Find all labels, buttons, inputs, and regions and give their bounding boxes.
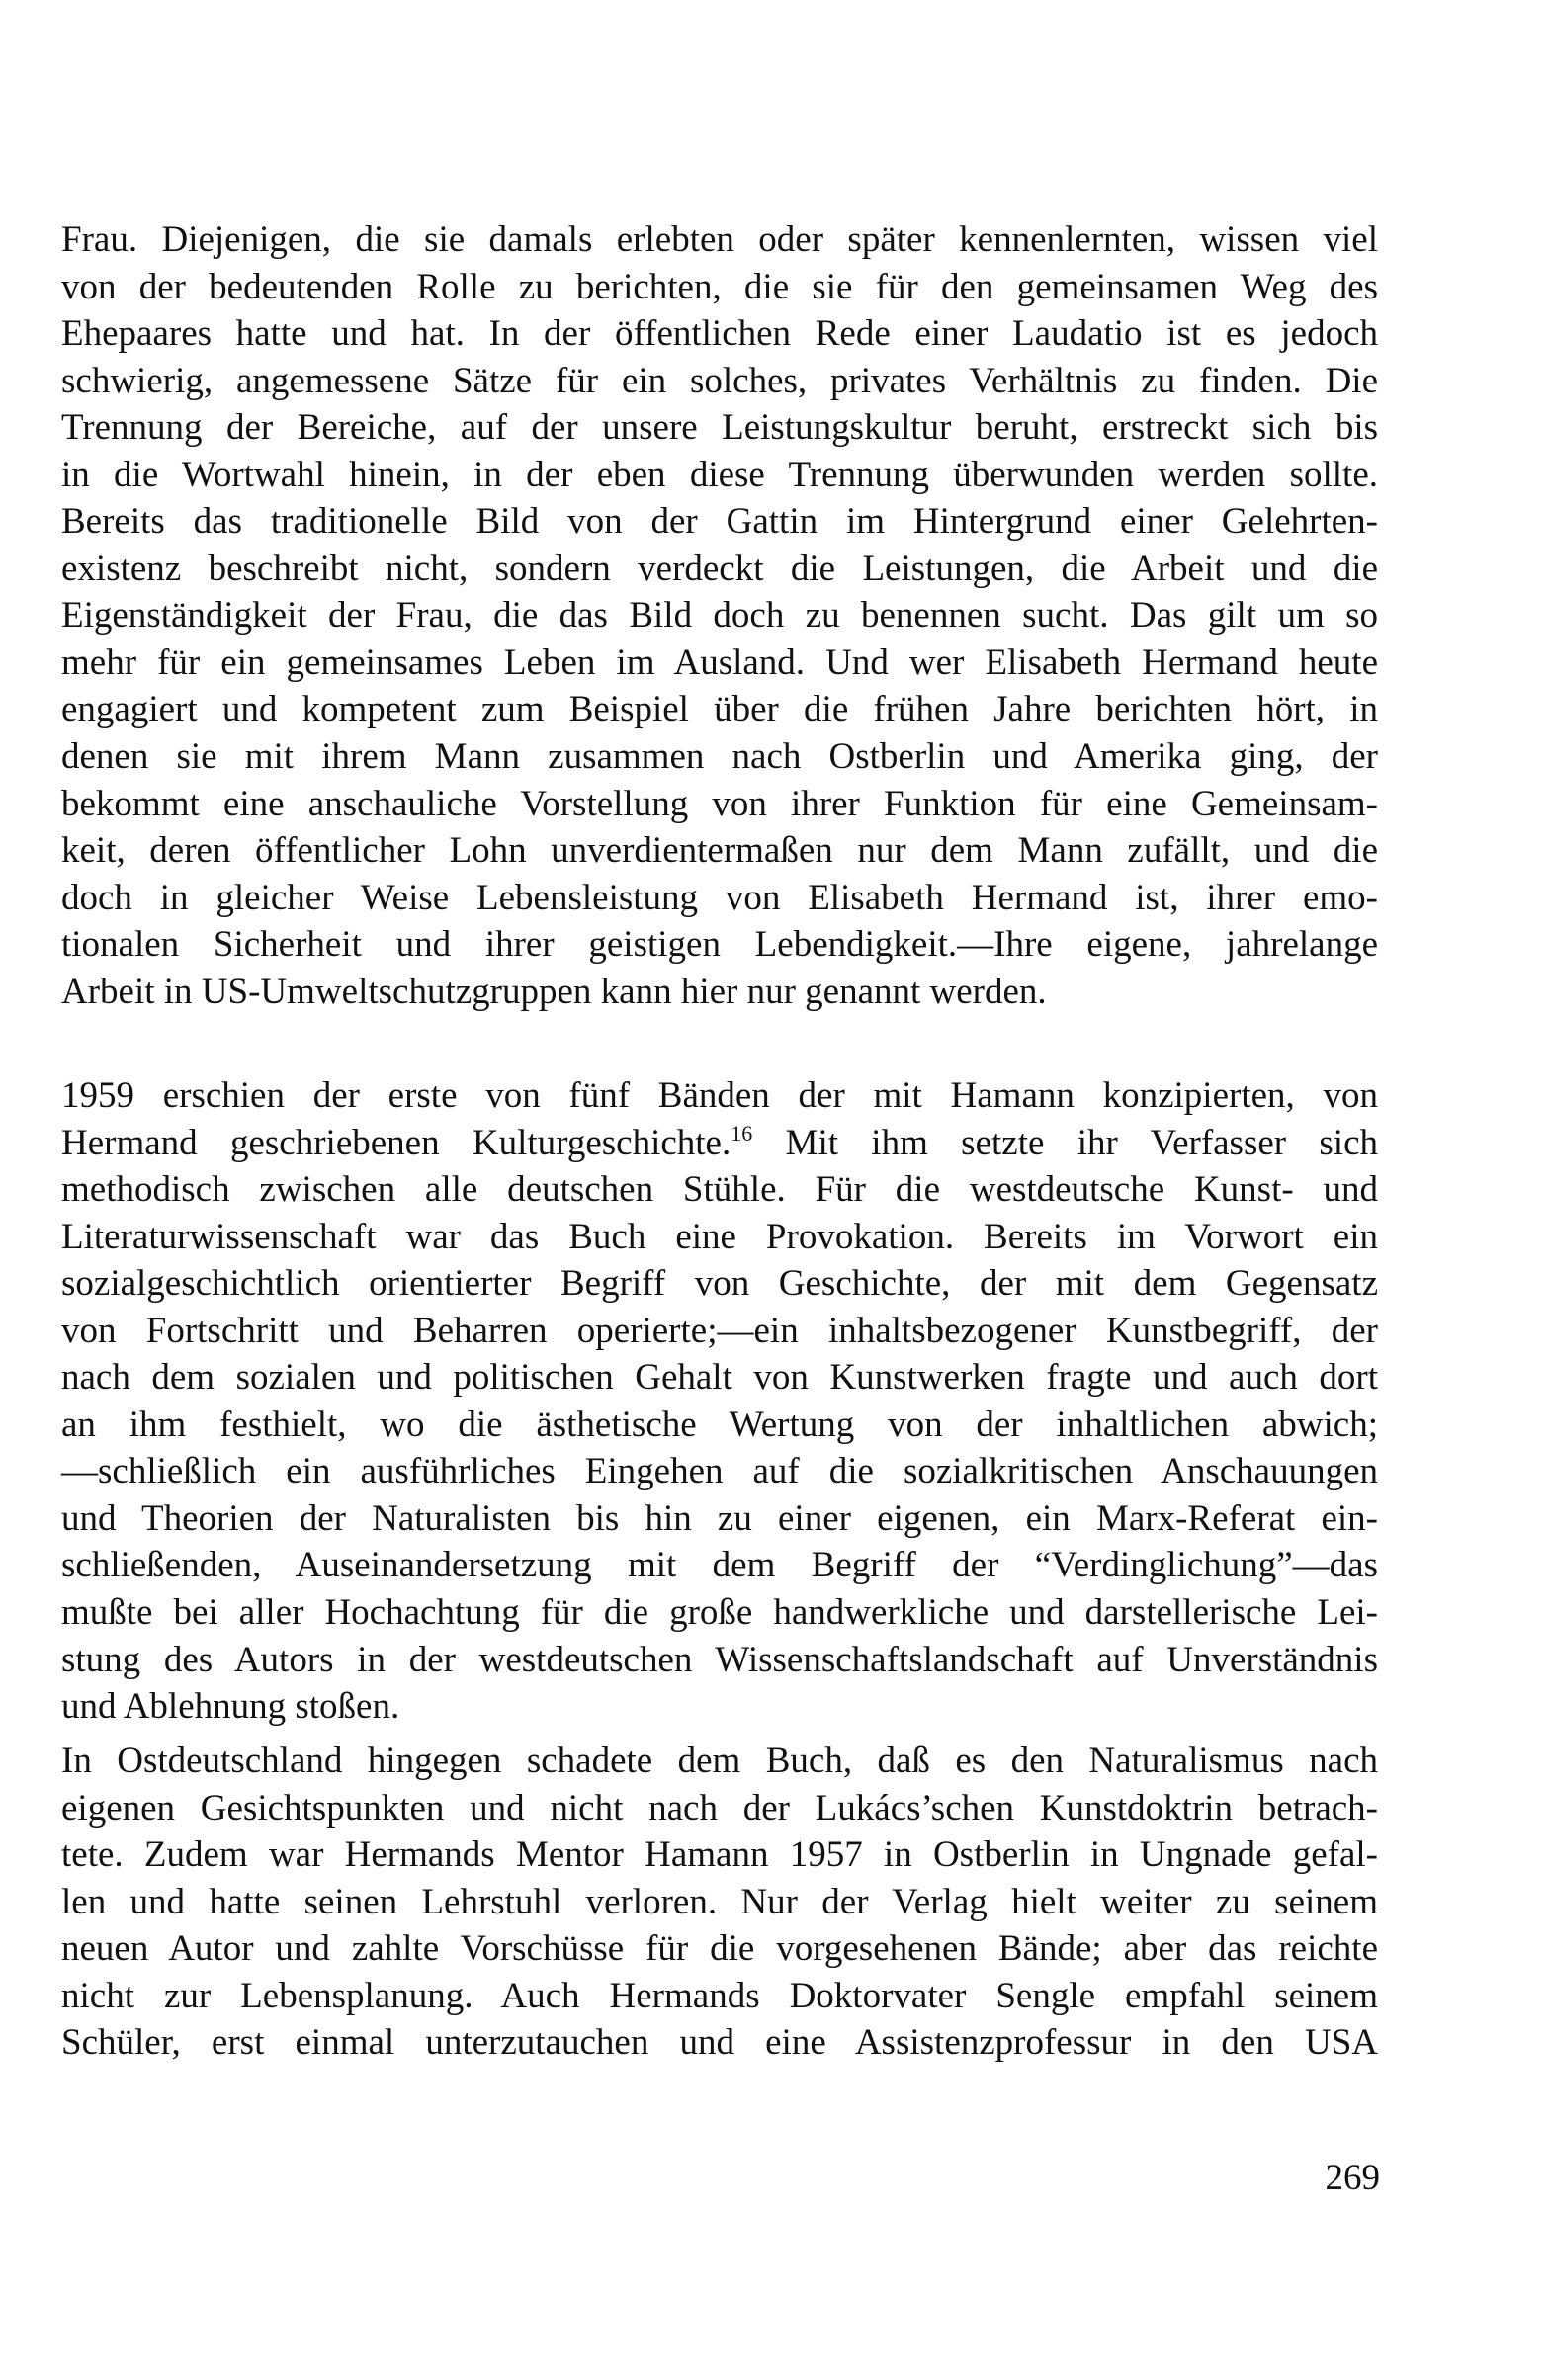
text-line: len und hatte seinen Lehrstuhl verloren. Nur der Verlag hielt weiter zu seinem bbox=[61, 1881, 1378, 1922]
text-line: stung des Autors in der westdeutschen Wissenschaftslandschaft auf Unverständnis bbox=[61, 1639, 1378, 1680]
page-number: 269 bbox=[1325, 2158, 1380, 2198]
footnote-marker: 16 bbox=[731, 1120, 753, 1146]
text-line: und Ablehnung stoßen. bbox=[61, 1686, 400, 1728]
text-line: keit, deren öffentlicher Lohn unverdientermaßen nur dem Mann zufällt, und die bbox=[61, 830, 1378, 872]
text-line: mehr für ein gemeinsames Leben im Ausland. Und wer Elisabeth Hermand heute bbox=[61, 641, 1378, 683]
text-segment: Hermand geschriebenen Kulturgeschichte. bbox=[61, 1122, 731, 1163]
text-line: doch in gleicher Weise Lebensleistung von Elisabeth Hermand ist, ihrer emo- bbox=[61, 877, 1378, 918]
paragraph-3 bbox=[61, 1738, 1378, 2067]
text-line: Literaturwissenschaft war das Buch eine Provokation. Bereits im Vorwort ein bbox=[61, 1216, 1378, 1257]
text-line: In Ostdeutschland hingegen schadete dem Buch, daß es den Naturalismus nach bbox=[61, 1741, 1378, 1781]
text-line: tionalen Sicherheit und ihrer geistigen Lebendigkeit.—Ihre eigene, jahrelange bbox=[61, 924, 1378, 966]
text-line: denen sie mit ihrem Mann zusammen nach Ostberlin und Amerika ging, der bbox=[61, 736, 1378, 778]
text-line: bekommt eine anschauliche Vorstellung von ihrer Funktion für eine Gemeinsam- bbox=[61, 783, 1378, 824]
text-line: schließenden, Auseinandersetzung mit dem Begriff der “Verdinglichung”—das bbox=[61, 1545, 1378, 1586]
text-line: —schließlich ein ausführliches Eingehen auf die sozialkritischen Anschauungen bbox=[61, 1451, 1378, 1492]
text-line: engagiert und kompetent zum Beispiel über die frühen Jahre berichten hört, in bbox=[61, 689, 1378, 730]
text-line: mußte bei aller Hochachtung für die große handwerkliche und darstellerische Lei- bbox=[61, 1592, 1378, 1634]
text-line: Ehepaares hatte und hat. In der öffentlichen Rede einer Laudatio ist es jedoch bbox=[61, 313, 1378, 355]
text-line: 1959 erschien der erste von fünf Bänden der mit Hamann konzipierten, von bbox=[61, 1075, 1378, 1116]
paragraph-2 bbox=[61, 1072, 1378, 1731]
text-line: Frau. Diejenigen, die sie damals erlebten oder später kennenlernten, wissen viel bbox=[61, 219, 1378, 260]
text-line: in die Wortwahl hinein, in der eben diese Trennung überwunden werden sollte. bbox=[61, 454, 1378, 495]
text-line: eigenen Gesichtspunkten und nicht nach der Lukács’schen Kunstdoktrin betrach- bbox=[61, 1787, 1378, 1828]
text-line: Schüler, erst einmal unterzutauchen und eine Assistenzprofessur in den USA bbox=[61, 2022, 1378, 2064]
text-line: von Fortschritt und Beharren operierte;—ein inhaltsbezogener Kunstbegriff, der bbox=[61, 1310, 1378, 1351]
text-line: tete. Zudem war Hermands Mentor Hamann 1957 in Ostberlin in Ungnade gefal- bbox=[61, 1834, 1378, 1876]
text-line: und Theorien der Naturalisten bis hin zu einer eigenen, ein Marx-Referat ein- bbox=[61, 1497, 1378, 1539]
text-line: nach dem sozialen und politischen Gehalt von Kunstwerken fragte und auch dort bbox=[61, 1357, 1378, 1399]
text-segment: Mit ihm setzte ihr Verfasser sich bbox=[785, 1122, 1379, 1163]
text-line: Trennung der Bereiche, auf der unsere Leistungskultur beruht, erstreckt sich bis bbox=[61, 407, 1378, 449]
text-line: sozialgeschichtlich orientierter Begriff von Geschichte, der mit dem Gegensatz bbox=[61, 1263, 1378, 1305]
text-line: an ihm festhielt, wo die ästhetische Wertung von der inhaltlichen abwich; bbox=[61, 1403, 1378, 1445]
text-line: nicht zur Lebensplanung. Auch Hermands Doktorvater Sengle empfahl seinem bbox=[61, 1975, 1378, 2016]
paragraph-1 bbox=[61, 216, 1378, 1015]
text-line: Arbeit in US-Umweltschutzgruppen kann hier nur genannt werden. bbox=[61, 971, 1047, 1012]
text-line: Bereits das traditionelle Bild von der Gattin im Hintergrund einer Gelehrten- bbox=[61, 501, 1378, 543]
text-line: neuen Autor und zahlte Vorschüsse für die vorgesehenen Bände; aber das reichte bbox=[61, 1928, 1378, 1970]
text-line bbox=[61, 1120, 1378, 1167]
text-line: methodisch zwischen alle deutschen Stühle. Für die westdeutsche Kunst- und bbox=[61, 1169, 1378, 1211]
text-line: schwierig, angemessene Sätze für ein solches, privates Verhältnis zu finden. Die bbox=[61, 360, 1378, 401]
text-line: von der bedeutenden Rolle zu berichten, die sie für den gemeinsamen Weg des bbox=[61, 266, 1378, 307]
text-line: Eigenständigkeit der Frau, die das Bild doch zu benennen sucht. Das gilt um so bbox=[61, 595, 1378, 637]
text-line: existenz beschreibt nicht, sondern verdeckt die Leistungen, die Arbeit und die bbox=[61, 548, 1378, 589]
